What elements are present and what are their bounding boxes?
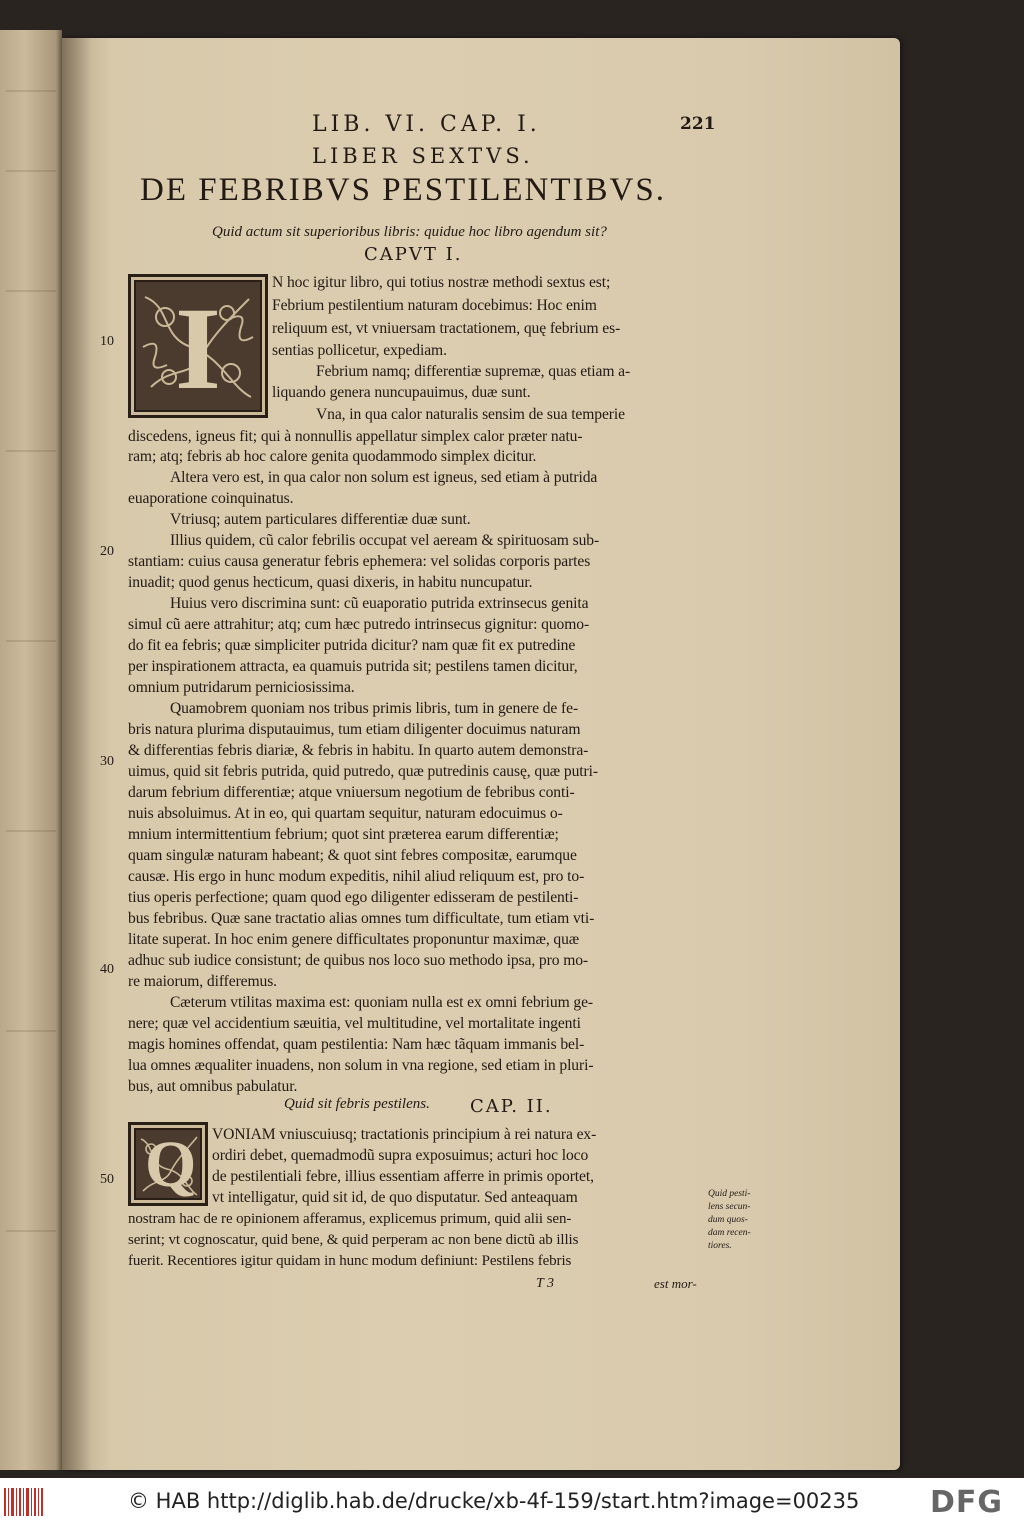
text-line: simul cũ aere attrahitur; atq; cum hæc putredo intrinsecus gignitur: quomo- [128, 616, 590, 633]
text-line: inuadit; quod genus hecticum, quasi dixeris, in habitu nuncupatur. [128, 574, 533, 591]
chapter-subtitle: Quid actum sit superioribus libris: quidue hoc libro agendum sit? [212, 224, 607, 240]
text-line: Quamobrem quoniam nos tribus primis libris, tum in genere de fe- [170, 700, 579, 717]
barcode-icon [4, 1488, 44, 1516]
text-line: discedens, igneus fit; qui à nonnullis appellatur simplex calor præter natu- [128, 428, 583, 445]
page-title: DE FEBRIBVS PESTILENTIBVS. [140, 172, 666, 208]
text-line: euaporatione coinquinatus. [128, 490, 294, 507]
text-line: re maiorum, differemus. [128, 973, 277, 990]
text-line: Altera vero est, in qua calor non solum est igneus, sed etiam à putrida [170, 469, 598, 486]
text-line: tius operis perfectione; quam quod ego diligenter edisseram de pestilenti- [128, 889, 579, 906]
chapter-2-heading: CAP. II. [470, 1096, 553, 1117]
text-line: per inspirationem attracta, ea quamuis putrida sit; pestilens tamen dicitur, [128, 658, 578, 675]
text-line: sentias pollicetur, expediam. [272, 342, 447, 359]
chapter-2-subtitle: Quid sit febris pestilens. [284, 1096, 430, 1112]
signature-mark: T 3 [536, 1276, 555, 1291]
catchword: est mor- [654, 1276, 697, 1291]
text-line: uimus, quid sit febris putrida, quid putredo, quæ putredinis causę, quæ putri- [128, 763, 598, 780]
text-line: Cæterum vtilitas maxima est: quoniam nulla est ex omni febrium ge- [170, 994, 594, 1011]
text-line: lua omnes æqualiter inuadens, non solum in vna regione, sed etiam in pluri- [128, 1057, 594, 1074]
text-line: Vna, in qua calor naturalis sensim de sua temperie [316, 406, 625, 423]
text-line: Febrium pestilentium naturam docebimus: Hoc enim [272, 297, 597, 314]
text-line: reliquum est, vt vniuersam tractationem, quę febrium es- [272, 320, 621, 337]
text-line: ordiri debet, quemadmodũ supra exposuimus; acturi hoc loco [212, 1147, 589, 1164]
text-line: fuerit. Recentiores igitur quidam in hunc modum definiunt: Pestilens febris [128, 1253, 572, 1269]
text-line: causæ. His ergo in hunc modum expeditis, nihil aliud reliquum est, pro to- [128, 868, 585, 885]
text-line: litate superat. In hoc enim genere difficultates proponuntur maximæ, quæ [128, 931, 580, 948]
folio-number: 221 [680, 114, 716, 134]
text-line: darum febrium differentiæ; atque vniuersum negotium de febribus conti- [128, 784, 575, 801]
text-line: nuis absoluimus. At in eo, qui quartam sequitur, naturam edocuimus o- [128, 805, 563, 822]
margin-line-number: 10 [100, 334, 114, 349]
text-line: adhuc sub iudice consistunt; de quibus nos loco suo methodo ipsa, pro mo- [128, 952, 589, 969]
dfg-logo: DFG [930, 1485, 1004, 1520]
text-line: & differentias febris diariæ, & febris in habitu. In quarto autem demonstra- [128, 742, 589, 759]
text-line: ram; atq; febris ab hoc calore genita quodammodo simplex dicitur. [128, 448, 537, 465]
book-label: LIBER SEXTVS. [312, 144, 534, 168]
text-line: nostram hac de re opinionem afferamus, explicemus primum, quid alii sen- [128, 1211, 572, 1227]
margin-line-number: 40 [100, 962, 114, 977]
facing-page-edge [0, 30, 62, 1470]
text-line: Huius vero discrimina sunt: cũ euaporatio putrida extrinsecus genita [170, 595, 589, 612]
running-head: LIB. VI. CAP. I. [312, 112, 541, 137]
margin-line-number: 20 [100, 544, 114, 559]
viewer-footer [0, 1478, 1024, 1526]
text-line: bus febribus. Quæ sane tractatio alias omnes tum difficultate, tum etiam vti- [128, 910, 595, 927]
decorated-initial-i: I [128, 274, 268, 418]
text-line: stantiam: cuius causa generatur febris ephemera: vel solidas corporis partes [128, 553, 591, 570]
marginal-note: Quid pesti- lens secun- dum quos- dam recen- tiores. [708, 1189, 751, 1251]
text-line: Febrium namq; differentiæ supremæ, quas etiam a- [316, 363, 631, 380]
text-line: quam singulæ naturam habeant; & quot sint febres compositæ, earumque [128, 847, 577, 864]
text-line: mnium intermittentium febrium; quot sint præterea earum differentiæ; [128, 826, 559, 843]
text-line: bus, aut omnibus pabulatur. [128, 1078, 298, 1095]
text-line: Vtriusq; autem particulares differentiæ duæ sunt. [170, 511, 471, 528]
source-credit-link[interactable]: © HAB http://diglib.hab.de/drucke/xb-4f-159/start.htm?image=00235 [128, 1489, 860, 1513]
text-line: Illius quidem, cũ calor febrilis occupat vel aeream & spirituosam sub- [170, 532, 600, 549]
gutter-shadow [62, 38, 92, 1470]
decorated-initial-q: Q [128, 1122, 208, 1206]
text-line: nere; quæ vel accidentium sæuitia, vel multitudine, vel mortalitate ingenti [128, 1015, 581, 1032]
text-line: omnium putridarum perniciosissima. [128, 679, 355, 696]
margin-line-number: 50 [100, 1172, 114, 1187]
text-line: magis homines offendat, quam pestilentia: Nam hæc tãquam immanis bel- [128, 1036, 585, 1053]
text-line: N hoc igitur libro, qui totius nostræ methodi sextus est; [272, 274, 611, 291]
text-line: serint; vt cognoscatur, quid bene, & quid perperam ac non bene dictũ ab illis [128, 1232, 579, 1248]
margin-line-number: 30 [100, 754, 114, 769]
text-line: vt intelligatur, quid sit id, de quo disputatur. Sed anteaquam [212, 1189, 578, 1206]
text-line: liquando genera nuncupauimus, duæ sunt. [272, 384, 531, 401]
text-line: bris natura plurima disputauimus, tum etiam diligenter docuimus naturam [128, 721, 581, 738]
text-line: do fit ea febris; quæ simpliciter putrida dicitur? nam quæ fit ex putredine [128, 637, 576, 654]
text-line: de pestilentiali febre, illius essentiam afferre in primis oportet, [212, 1168, 594, 1185]
text-line: VONIAM vniuscuiusq; tractationis principium à rei natura ex- [212, 1126, 597, 1143]
chapter-heading: CAPVT I. [364, 244, 463, 265]
